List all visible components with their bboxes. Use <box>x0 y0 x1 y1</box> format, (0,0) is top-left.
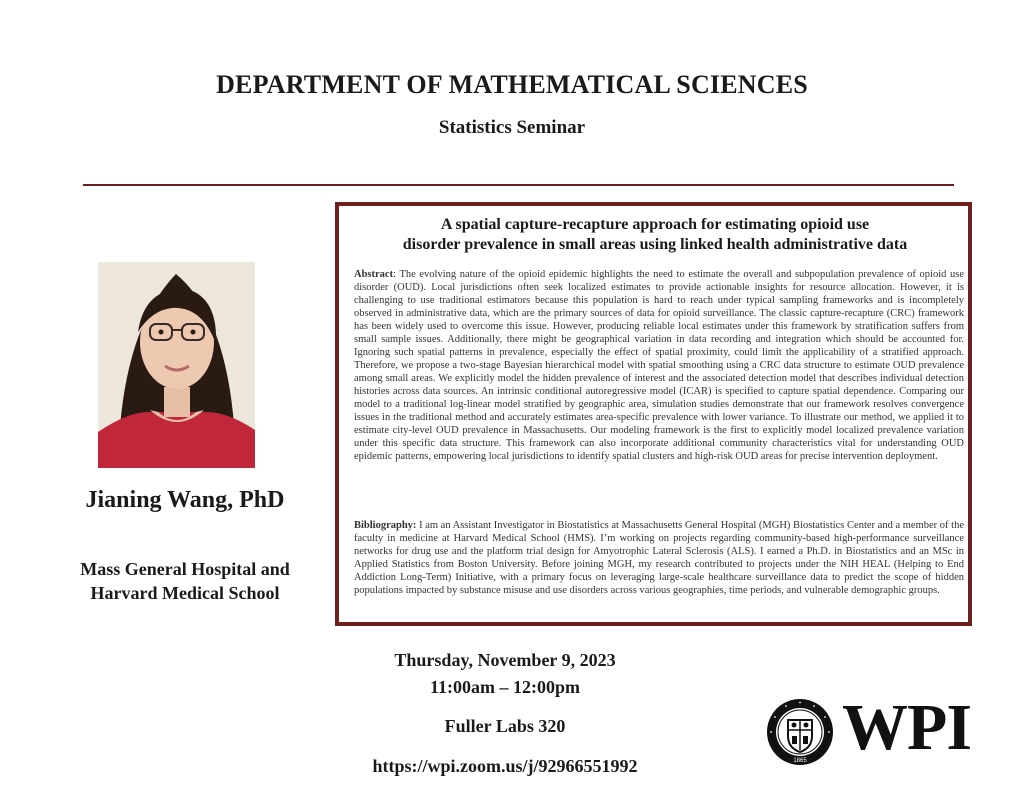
talk-title <box>345 215 965 255</box>
bibliography <box>354 519 964 597</box>
affiliation-line1: Mass General Hospital and <box>80 559 290 579</box>
speaker-name: Jianing Wang, PhD <box>85 487 285 513</box>
wpi-seal-icon <box>766 698 834 766</box>
talk-title-line1: A spatial capture-recapture approach for estimating opioid use <box>440 216 870 233</box>
event-date: Thursday, November 9, 2023 <box>394 650 616 670</box>
event-time: 11:00am – 12:00pm <box>430 677 580 697</box>
seal-year: 1865 <box>793 758 807 764</box>
abstract-body: The evolving nature of the opioid epidemic highlights the need to estimate the overall and subpopulation prevalence of opioid use disorder (OUD). Local jurisdictions often seek localized estimates to provide actionable insights for resource allocation. However, it is challenging to use traditional estimators because this population is hard to reach under typical sampling frameworks and is incompletely observed in administrative data, which are the primary sources of data for opioid surveillance. The classic capture-recapture (CRC) framework has been widely used to overcome this issue. However, producing reliable local estimates under this framework by stratification suffers from small sample issues. Additionally, there might be geographical variation in data recording and integration which should be accounted for. Ignoring such spatial patterns in prevalence, especially the effect of spatial proximity, could limit the applicability of a stratified approach. Therefore, we propose a two-stage Bayesian hierarchical model with spatial smoothing using a CRC data structure to estimate OUD prevalence among small areas. We explicitly model the hidden prevalence of interest and the associated detection model that describes individual detection histories across data sources. An intrinsic conditional autoregressive model (ICAR) is specified to capture spatial dependence. Comparing our model to a traditional log-linear model stratified by geographic area, simulation studies demonstrate that our framework resolves convergence issues in the traditional method and accurately estimates area-specific prevalence with lower variance. To illustrate our method, we applied it to estimate city-level OUD prevalence in Massachusetts. Our modeling framework is the first to explicitly model localized prevalence variation under this specific data structure. This framework can also incorporate additional community characteristics vital for understanding OUD epidemic patterns, empowering local jurisdictions to identify spatial clusters and high-risk OUD areas for precise intervention deployment. <box>354 269 964 462</box>
seminar-series: Statistics Seminar <box>438 117 586 138</box>
zoom-link[interactable]: https://wpi.zoom.us/j/92966551992 <box>372 756 638 776</box>
department-title: DEPARTMENT OF MATHEMATICAL SCIENCES <box>216 70 808 99</box>
speaker-photo <box>98 262 255 468</box>
talk-title-line2: disorder prevalence in small areas using linked health administrative data <box>402 236 908 253</box>
speaker-affiliation <box>20 557 350 605</box>
wpi-wordmark: WPI <box>842 691 971 764</box>
abstract-label: Abstract <box>354 269 394 280</box>
affiliation-line2: Harvard Medical School <box>90 583 280 603</box>
bibliography-label: Bibliography: <box>354 520 417 531</box>
bibliography-body: I am an Assistant Investigator in Biostatistics at Massachusetts General Hospital (MGH) Biostatistics Center and a member of the faculty in medicine at Harvard Medical School (HMS). I’m working on projects regarding community-based high-performance surveillance networks for drug use and the platform trial design for Amyotrophic Lateral Sclerosis (ALS). I earned a Ph.D. in Biostatistics and an MSc in Applied Statistics from Boston University. Before joining MGH, my research contributed to projects under the NIH HEAL (Helping to End Addiction Long-Term) Initiative, with a primary focus on leveraging large-scale healthcare surveillance data to predict the scope of hidden populations impacted by substance misuse and use disorders across various geographies, time periods, and vulnerable demographic groups. <box>354 520 964 596</box>
divider-rule <box>83 184 954 186</box>
abstract: Abstract: The evolving nature of the opioid epidemic highlights the need to estimate the overall and subpopulation prevalence of opioid use disorder (OUD). Local jurisdictions often seek localized estimates to provide actionable insights for resource allocation. However, it is challenging to use traditional estimators because this population is hard to reach under typical sampling frameworks and is incompletely observed in administrative data, which are the primary sources of data for opioid surveillance. The classic capture-recapture (CRC) framework has been widely used to overcome this issue. However, producing reliable local estimates under this framework by stratification suffers from small sample issues. Additionally, there might be geographical variation in data recording and integration which should be accounted for. Ignoring such spatial patterns in prevalence, especially the effect of spatial proximity, could limit the applicability of a stratified approach. Therefore, we propose a two-stage Bayesian hierarchical model with spatial smoothing using a CRC data structure to estimate OUD prevalence among small areas. We explicitly model the hidden prevalence of interest and the associated detection model that describes individual detection histories across data sources. An intrinsic conditional autoregressive model (ICAR) is specified to capture spatial dependence. Comparing our model to a traditional log-linear model stratified by geographic area, simulation studies demonstrate that our framework resolves convergence issues in the traditional method and accurately estimates area-specific prevalence with lower variance. To illustrate our method, we applied it to estimate city-level OUD prevalence in Massachusetts. Our modeling framework is the first to explicitly model localized prevalence variation under this specific data structure. This framework can also incorporate additional community characteristics vital for understanding OUD epidemic patterns, empowering local jurisdictions to identify spatial clusters and high-risk OUD areas for precise intervention deployment. <box>354 269 964 462</box>
event-location: Fuller Labs 320 <box>444 716 566 736</box>
